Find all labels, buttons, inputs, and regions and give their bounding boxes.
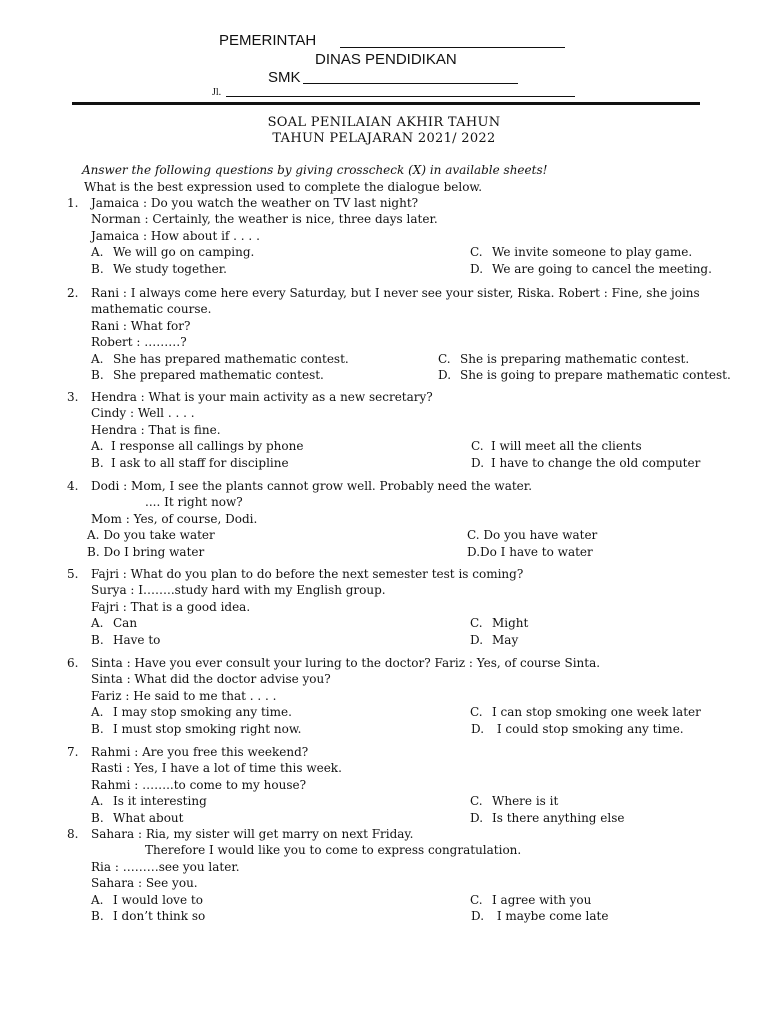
header-pemerintah: PEMERINTAH: [219, 32, 317, 49]
option-text: I will meet all the clients: [491, 439, 642, 454]
option-c[interactable]: [470, 793, 558, 809]
option-label: C.: [470, 794, 483, 809]
option-label: B.: [91, 455, 104, 470]
option-c[interactable]: [470, 704, 701, 720]
dialogue-line: .... It right now?: [145, 495, 243, 510]
option-text: I would love to: [113, 892, 203, 907]
question-number: 5.: [67, 567, 79, 581]
option-c[interactable]: [470, 244, 692, 260]
question-number: 1.: [67, 196, 79, 210]
option-label: B.: [91, 367, 104, 382]
option-label: A.: [91, 351, 104, 366]
option-text: Have to: [113, 632, 161, 647]
option-text: Where is it: [492, 794, 559, 809]
dialogue-line: Cindy : Well . . . .: [91, 406, 195, 421]
option-d[interactable]: [467, 544, 593, 560]
option-label: B.: [91, 908, 104, 923]
option-a[interactable]: [91, 351, 349, 367]
exam-title: SOAL PENILAIAN AKHIR TAHUN: [267, 115, 501, 130]
option-a[interactable]: [91, 892, 203, 908]
option-b[interactable]: [91, 810, 183, 826]
option-c[interactable]: [467, 527, 597, 543]
option-c[interactable]: [471, 438, 642, 454]
option-label: C.: [471, 439, 484, 454]
dialogue-line: Jamaica : How about if . . . .: [91, 228, 260, 243]
option-text: She is preparing mathematic contest.: [460, 351, 690, 366]
option-label: C.: [470, 616, 483, 631]
dialogue-line: Rani : I always come here every Saturday, but I never see your sister, Riska. Robert : Fine, she joins: [91, 286, 700, 300]
lead-text: What is the best expression used to complete the dialogue below.: [84, 180, 483, 194]
dialogue-line: Sinta : What did the doctor advise you?: [91, 672, 331, 687]
option-label: C.: [467, 528, 480, 543]
option-text: She has prepared mathematic contest.: [113, 351, 349, 366]
option-d[interactable]: [471, 721, 684, 737]
address-fill-line: [226, 96, 575, 97]
dialogue-line: Sahara : See you.: [91, 876, 198, 891]
dialogue-line: Rahmi : Are you free this weekend?: [91, 745, 309, 759]
option-label: B.: [91, 810, 104, 825]
option-text: I agree with you: [492, 892, 592, 907]
question-number: 2.: [67, 286, 79, 300]
option-text: We invite someone to play game.: [492, 245, 693, 260]
option-text: What about: [113, 810, 184, 825]
option-label: A.: [91, 245, 104, 260]
option-text: I maybe come late: [493, 908, 609, 923]
option-d[interactable]: [438, 367, 731, 383]
option-label: D.: [470, 261, 484, 276]
dialogue-line: Fajri : What do you plan to do before the next semester test is coming?: [91, 567, 524, 581]
option-d[interactable]: [470, 810, 625, 826]
option-label: D.: [471, 721, 485, 736]
option-label: D.: [470, 632, 484, 647]
pemerintah-fill-line: [340, 47, 565, 48]
option-label: B.: [87, 544, 100, 559]
option-a[interactable]: [91, 793, 207, 809]
dialogue-line: Sahara : Ria, my sister will get marry on next Friday.: [91, 827, 414, 841]
option-text: Do I bring water: [103, 544, 205, 559]
option-text: I could stop smoking any time.: [493, 721, 684, 736]
option-text: We will go on camping.: [113, 245, 255, 260]
option-label: C.: [438, 351, 451, 366]
letterhead-rule-thick: [72, 102, 700, 105]
option-b[interactable]: [91, 908, 205, 924]
option-text: Do you have water: [483, 528, 598, 543]
option-c[interactable]: [438, 351, 689, 367]
dialogue-line: Ria : ………see you later.: [91, 859, 240, 874]
option-text: I response all callings by phone: [111, 439, 304, 454]
question-number: 8.: [67, 827, 79, 841]
dialogue-line: Hendra : What is your main activity as a new secretary?: [91, 390, 433, 404]
dialogue-line: Dodi : Mom, I see the plants cannot grow well. Probably need the water.: [91, 479, 533, 493]
dialogue-line: Fajri : That is a good idea.: [91, 599, 251, 614]
dialogue-line: Mom : Yes, of course, Dodi.: [91, 511, 258, 526]
dialogue-line: Jamaica : Do you watch the weather on TV last night?: [91, 196, 419, 210]
option-text: Might: [492, 616, 529, 631]
option-d[interactable]: [471, 908, 608, 924]
option-text: We study together.: [113, 261, 227, 276]
option-b[interactable]: [91, 632, 160, 648]
question-number: 6.: [67, 656, 79, 670]
option-text: I can stop smoking one week later: [492, 705, 701, 720]
option-label: C.: [470, 245, 483, 260]
dialogue-line: Surya : I……..study hard with my English group.: [91, 583, 386, 598]
option-text: She prepared mathematic contest.: [113, 367, 324, 382]
option-text: Is it interesting: [113, 794, 207, 809]
option-a[interactable]: [91, 704, 292, 720]
dialogue-line: Sinta : Have you ever consult your luring to the doctor? Fariz : Yes, of course Sinta.: [91, 656, 601, 670]
option-label: D.: [471, 455, 485, 470]
question-number: 7.: [67, 745, 79, 759]
option-label: D.: [467, 544, 481, 559]
option-b[interactable]: [91, 367, 324, 383]
exam-year: TAHUN PELAJARAN 2021/ 2022: [272, 131, 496, 146]
option-text: I don’t think so: [113, 908, 206, 923]
option-label: A.: [91, 616, 104, 631]
option-text: Can: [113, 616, 138, 631]
option-b[interactable]: [87, 544, 204, 560]
option-c[interactable]: [470, 892, 591, 908]
option-d[interactable]: [471, 455, 700, 471]
dialogue-line: Robert : ………?: [91, 335, 187, 350]
dialogue-line: mathematic course.: [91, 302, 212, 317]
option-label: A.: [91, 705, 104, 720]
dialogue-line: Norman : Certainly, the weather is nice, three days later.: [91, 212, 438, 227]
option-text: We are going to cancel the meeting.: [492, 261, 712, 276]
option-label: D.: [470, 810, 484, 825]
header-smk: SMK: [268, 69, 301, 86]
header-dinas: DINAS PENDIDIKAN: [315, 51, 457, 68]
question-number: 3.: [67, 390, 79, 404]
option-label: B.: [91, 261, 104, 276]
smk-fill-line: [303, 83, 518, 84]
option-label: D.: [471, 908, 485, 923]
option-text: I have to change the old computer: [491, 455, 701, 470]
option-label: A.: [91, 794, 104, 809]
option-text: Do you take water: [103, 528, 215, 543]
option-label: C.: [470, 892, 483, 907]
option-a[interactable]: [91, 244, 254, 260]
option-label: C.: [470, 705, 483, 720]
option-label: A.: [87, 528, 100, 543]
option-text: Do I have to water: [480, 544, 593, 559]
dialogue-line: Rahmi : ……..to come to my house?: [91, 777, 307, 792]
dialogue-line: Rasti : Yes, I have a lot of time this week.: [91, 761, 342, 776]
option-c[interactable]: [470, 615, 528, 631]
dialogue-line: Fariz : He said to me that . . . .: [91, 688, 277, 703]
dialogue-line: Therefore I would like you to come to express congratulation.: [145, 843, 522, 858]
option-text: Is there anything else: [492, 810, 625, 825]
question-number: 4.: [67, 479, 79, 493]
option-text: She is going to prepare mathematic contest.: [460, 367, 731, 382]
option-a[interactable]: [91, 438, 303, 454]
option-label: B.: [91, 721, 104, 736]
option-a[interactable]: [87, 527, 215, 543]
option-d[interactable]: [470, 261, 712, 277]
option-b[interactable]: [91, 455, 289, 471]
instruction-text: Answer the following questions by giving crosscheck (X) in available sheets!: [82, 163, 548, 177]
option-a[interactable]: [91, 615, 137, 631]
option-label: D.: [438, 367, 452, 382]
option-text: I must stop smoking right now.: [113, 721, 302, 736]
option-text: I ask to all staff for discipline: [111, 455, 289, 470]
dialogue-line: Hendra : That is fine.: [91, 422, 221, 437]
option-d[interactable]: [470, 632, 518, 648]
option-b[interactable]: [91, 721, 302, 737]
option-text: May: [492, 632, 519, 647]
option-label: A.: [91, 439, 104, 454]
dialogue-line: Rani : What for?: [91, 318, 191, 333]
option-label: A.: [91, 892, 104, 907]
option-label: B.: [91, 632, 104, 647]
option-b[interactable]: [91, 261, 227, 277]
option-text: I may stop smoking any time.: [113, 705, 292, 720]
header-address-label: Jl.: [212, 87, 222, 98]
